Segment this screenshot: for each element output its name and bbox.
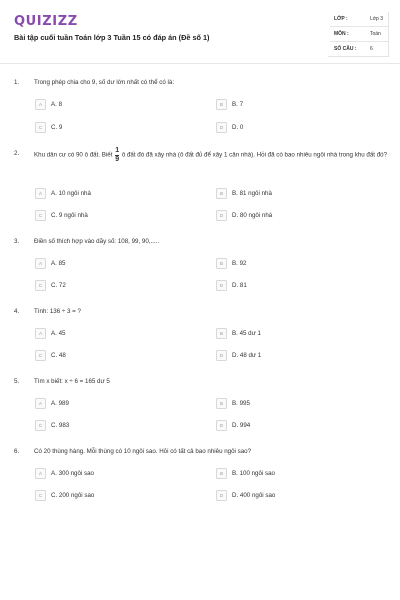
option-letter-box: C (35, 210, 46, 221)
meta-row-count (334, 44, 388, 54)
question-number: 6. (14, 448, 20, 455)
meta-row-class (334, 14, 388, 24)
fraction-numerator: 1 (115, 147, 120, 154)
option-text: C. 9 (51, 123, 63, 131)
option-text: B. 100 ngôi sao (232, 469, 276, 477)
option-letter-box: A (35, 99, 46, 110)
meta-label: LỚP : (334, 16, 348, 22)
question-text: Trong phép chia cho 9, số dư lớn nhất có thể có là: (34, 79, 175, 86)
question-text: Tính: 136 ÷ 3 = ? (34, 308, 81, 315)
option-text: B. 92 (232, 259, 247, 267)
option-letter-box: B (216, 468, 227, 479)
option-text: B. 995 (232, 399, 250, 407)
question-number: 1. (14, 79, 20, 86)
option-text: A. 8 (51, 100, 63, 108)
question-number: 3. (14, 238, 20, 245)
question-text: Tìm x biết: x ÷ 6 = 165 dư 5 (34, 378, 110, 385)
option-letter-box: D (216, 420, 227, 431)
question-text: Có 20 thùng hàng. Mỗi thùng có 10 ngôi sao. Hỏi có tất cả bao nhiêu ngôi sao? (34, 448, 252, 455)
option-text: B. 81 ngôi nhà (232, 189, 272, 197)
fraction (115, 147, 119, 163)
option-letter-box: B (216, 99, 227, 110)
option-letter-box: C (35, 350, 46, 361)
option-text: C. 983 (51, 421, 70, 429)
question-text (34, 147, 390, 163)
option-text: A. 989 (51, 399, 69, 407)
worksheet-title: Bài tập cuối tuần Toán lớp 3 Tuần 15 có đáp án (Đề số 1) (14, 33, 210, 42)
option-letter-box: B (216, 398, 227, 409)
option-text: D. 400 ngôi sao (232, 491, 276, 499)
question-text-after: ô đất đó đã xây nhà (ô đất đủ để xây 1 căn nhà). Hỏi đã có bao nhiêu ngôi nhà trong khu đất đó? (121, 151, 388, 159)
option-letter-box: B (216, 328, 227, 339)
option-letter-box: B (216, 188, 227, 199)
option-letter-box: A (35, 468, 46, 479)
option-text: D. 80 ngôi nhà (232, 211, 273, 219)
meta-value: 6 (370, 46, 373, 52)
option-text: D. 81 (232, 281, 247, 289)
option-letter-box: D (216, 210, 227, 221)
option-letter-box: C (35, 122, 46, 133)
meta-divider (330, 26, 388, 27)
option-letter-box: A (35, 328, 46, 339)
option-text: C. 72 (51, 281, 66, 289)
option-letter-box: C (35, 490, 46, 501)
option-text: A. 85 (51, 259, 66, 267)
quizizz-logo: QUIZIZZ (14, 14, 78, 29)
option-letter-box: C (35, 280, 46, 291)
option-text: A. 10 ngôi nhà (51, 189, 91, 197)
question-text-before: Khu dân cư có 90 ô đất. Biết (34, 151, 113, 159)
option-text: C. 200 ngôi sao (51, 491, 95, 499)
option-text: D. 994 (232, 421, 251, 429)
option-letter-box: A (35, 258, 46, 269)
option-letter-box: D (216, 122, 227, 133)
option-letter-box: A (35, 398, 46, 409)
option-text: B. 45 dư 1 (232, 329, 261, 337)
meta-label: MÔN : (334, 31, 349, 37)
question-number: 5. (14, 378, 20, 385)
meta-divider (330, 41, 388, 42)
meta-row-subject (334, 29, 388, 39)
option-letter-box: D (216, 350, 227, 361)
question-text: Điền số thích hợp vào dãy số: 108, 99, 90,..... (34, 238, 160, 245)
option-text: D. 48 dư 1 (232, 351, 262, 359)
option-text: C. 48 (51, 351, 66, 359)
question-number: 4. (14, 308, 20, 315)
fraction-denominator: 9 (115, 155, 120, 163)
option-letter-box: D (216, 280, 227, 291)
option-text: B. 7 (232, 100, 244, 108)
option-text: A. 45 (51, 329, 66, 337)
option-letter-box: B (216, 258, 227, 269)
meta-value: Lớp 3 (370, 16, 384, 22)
option-text: C. 9 ngôi nhà (51, 211, 88, 219)
meta-value: Toán (370, 31, 381, 37)
meta-label: SỐ CÂU : (334, 46, 357, 52)
option-letter-box: C (35, 420, 46, 431)
option-letter-box: D (216, 490, 227, 501)
option-letter-box: A (35, 188, 46, 199)
option-text: D. 0 (232, 123, 244, 131)
header-divider (0, 63, 400, 64)
question-number: 2. (14, 150, 20, 157)
option-text: A. 300 ngôi sao (51, 469, 95, 477)
